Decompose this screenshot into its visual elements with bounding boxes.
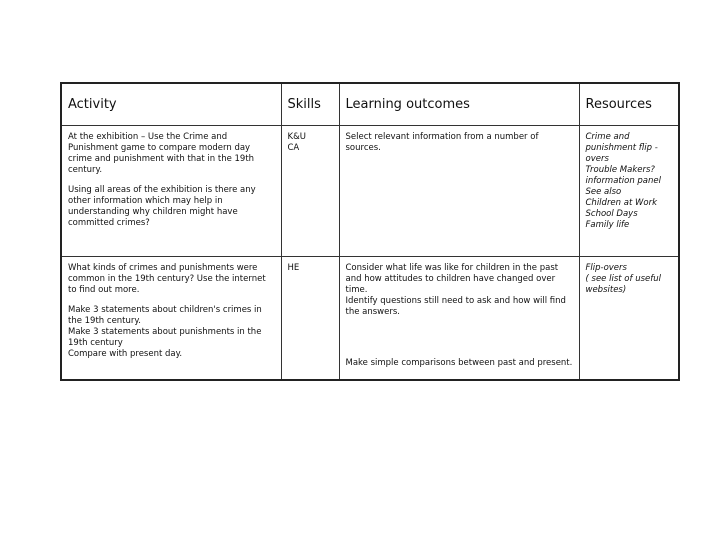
resource-item: School Days [585,209,638,219]
lesson-plan-table [60,82,680,381]
outcome-text: Make simple comparisons between past and present. [345,358,573,368]
activity-text: What kinds of crimes and punishments were common in the 19th century? Use the internet to find out more. [68,263,266,295]
activity-cell [61,257,281,381]
header-learning-outcomes: Learning outcomes [339,83,579,126]
activity-text: At the exhibition – Use the Crime and Punishment game to compare modern day crime and punishment with that in the 19th century. [68,132,255,175]
resource-item: Children at Work [585,198,658,208]
header-skills: Skills [281,83,339,126]
resources-cell [579,126,679,257]
header-activity: Activity [61,83,281,126]
resource-item: Crime and punishment flip - overs [585,132,658,164]
skills-cell [281,126,339,257]
activity-text: Make 3 statements about children's crimes in the 19th century. [68,305,262,326]
outcomes-cell [339,257,579,381]
activity-text: Make 3 statements about punishments in the 19th century [68,327,262,348]
skill-code: HE [287,263,300,273]
resource-item: Trouble Makers?information panel [585,165,661,186]
resource-item: Flip-overs [585,263,627,273]
skills-cell [281,257,339,381]
outcome-text: Consider what life was like for children in the past and how attitudes to children have changed over time. [345,263,559,295]
spacer [346,318,573,358]
table-row [61,257,679,381]
resources-cell [579,257,679,381]
resource-item: Family life [585,220,630,230]
outcome-text: Select relevant information from a number of sources. [345,132,539,153]
skill-code: K&U [287,132,306,142]
table-row [61,126,679,257]
resource-item: ( see list of useful websites) [585,274,661,295]
outcome-text: Identify questions still need to ask and how will find the answers. [345,296,566,317]
activity-text: Compare with present day. [68,349,183,359]
header-resources: Resources [579,83,679,126]
activity-cell [61,126,281,257]
header-row [61,83,679,126]
resource-item: See also [585,187,622,197]
skill-code: CA [287,143,300,153]
outcomes-cell [339,126,579,257]
activity-text: Using all areas of the exhibition is there any other information which may help in understanding why children might have committed crimes? [68,185,256,228]
